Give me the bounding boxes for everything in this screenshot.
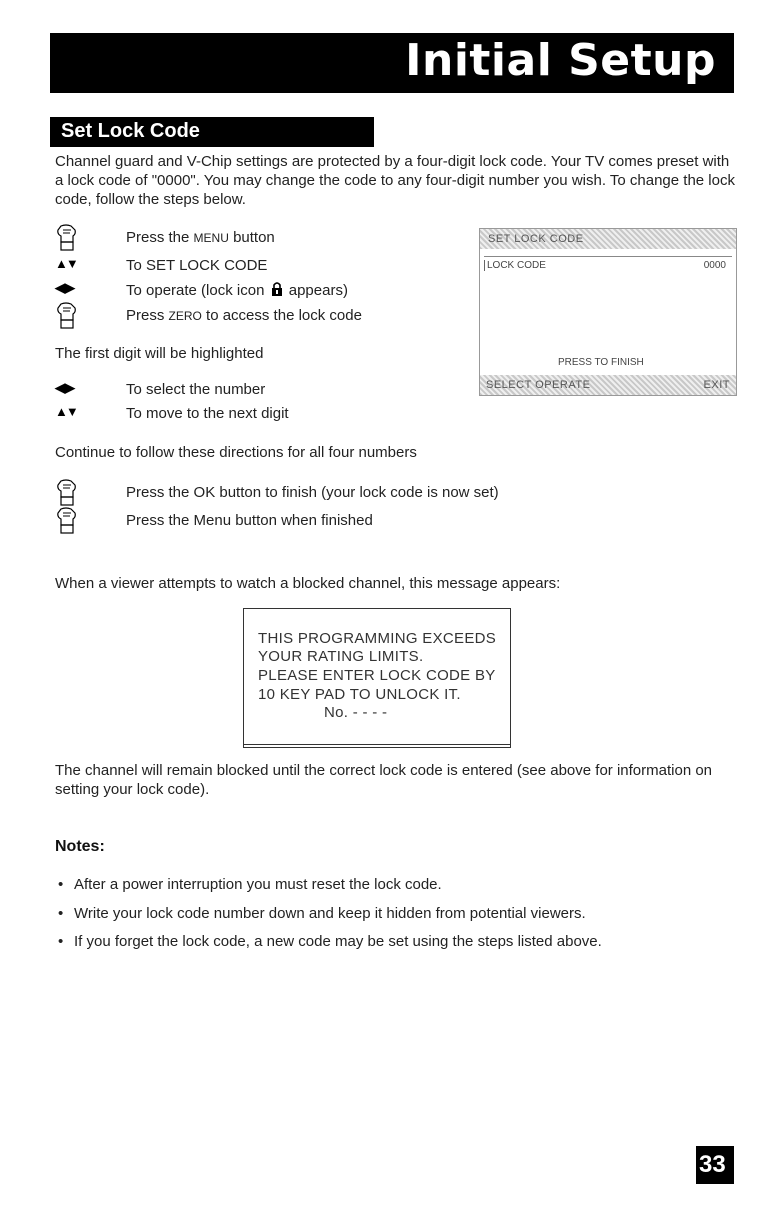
note-text: If you forget the lock code, a new code may be set using the steps listed above. (74, 933, 602, 950)
message-line: THIS PROGRAMMING EXCEEDS (258, 630, 497, 647)
key-name-zero: ZERO (168, 309, 202, 323)
blocked-intro: When a viewer attempts to watch a blocked channel, this message appears: (55, 575, 561, 592)
note-item (58, 905, 586, 922)
note-item (58, 933, 602, 950)
page-number: 33 (699, 1151, 726, 1178)
osd-header-title: SET LOCK CODE (488, 233, 584, 245)
hand-press-icon (55, 483, 91, 505)
section-header (50, 117, 374, 147)
bullet-icon: • (58, 905, 64, 922)
bullet-icon: • (58, 876, 64, 893)
intro-paragraph: Channel guard and V-Chip settings are protected by a four-digit lock code. Your TV comes preset with a lock code of "0000". You may change the code to any four-digit number you wish. To change the lock code, follow the steps below. (55, 153, 735, 208)
lock-icon (271, 281, 283, 297)
step-text-prefix: Press the (126, 229, 190, 246)
step-text-suffix: to access the lock code (206, 307, 362, 324)
note-text: Write your lock code number down and keep it hidden from potential viewers. (74, 905, 586, 922)
osd-footer (480, 375, 736, 395)
message-divider (244, 744, 510, 745)
step-text-suffix: appears) (288, 282, 348, 299)
closing-paragraph: The channel will remain blocked until the correct lock code is entered (see above for information on setting your lock code). (55, 762, 713, 798)
osd-header (480, 229, 736, 249)
osd-divider (484, 256, 732, 257)
message-line: YOUR RATING LIMITS. (258, 648, 424, 665)
osd-lock-code-label: LOCK CODE (484, 260, 546, 271)
osd-footer-exit: EXIT (703, 379, 730, 391)
key-name-menu: MENU (193, 231, 229, 245)
up-down-arrows-icon: ▲▼ (55, 404, 77, 419)
up-down-arrows-icon: ▲▼ (55, 256, 77, 271)
osd-footer-select: SELECT OPERATE (486, 379, 591, 391)
step-text: To select the number (126, 381, 266, 398)
highlight-note: The first digit will be highlighted (55, 345, 264, 362)
hand-press-icon (55, 511, 91, 533)
note-item (58, 876, 442, 893)
step-text: Press the OK button to finish (your lock code is now set) (126, 484, 499, 501)
notes-heading: Notes: (55, 838, 105, 855)
step-text: To SET LOCK CODE (126, 257, 268, 274)
bullet-icon: • (58, 933, 64, 950)
step-text: To move to the next digit (126, 405, 289, 422)
chapter-title: Initial Setup (405, 35, 716, 86)
continue-note: Continue to follow these directions for all four numbers (55, 444, 417, 461)
hand-press-icon (55, 228, 91, 250)
osd-set-lock-code-screen (479, 228, 737, 396)
hand-press-icon (55, 306, 91, 328)
note-text: After a power interruption you must reset the lock code. (74, 876, 442, 893)
message-code-entry: No. - - - - (324, 704, 388, 721)
osd-lock-code-value: 0000 (703, 260, 726, 271)
message-line: PLEASE ENTER LOCK CODE BY (258, 667, 496, 684)
step-text-suffix: button (233, 229, 275, 246)
left-right-arrows-icon: ◀▶ (55, 280, 75, 295)
section-title: Set Lock Code (61, 120, 200, 142)
step-text-prefix: To operate (lock icon (126, 282, 265, 299)
osd-press-finish: PRESS TO FINISH (558, 357, 644, 368)
message-line: 10 KEY PAD TO UNLOCK IT. (258, 686, 461, 703)
left-right-arrows-icon: ◀▶ (55, 380, 75, 395)
step-text-prefix: Press (126, 307, 165, 324)
blocked-message-box (243, 608, 511, 748)
step-text: Press the Menu button when finished (126, 512, 373, 529)
chapter-banner (50, 33, 734, 93)
page-number-box (696, 1146, 734, 1184)
